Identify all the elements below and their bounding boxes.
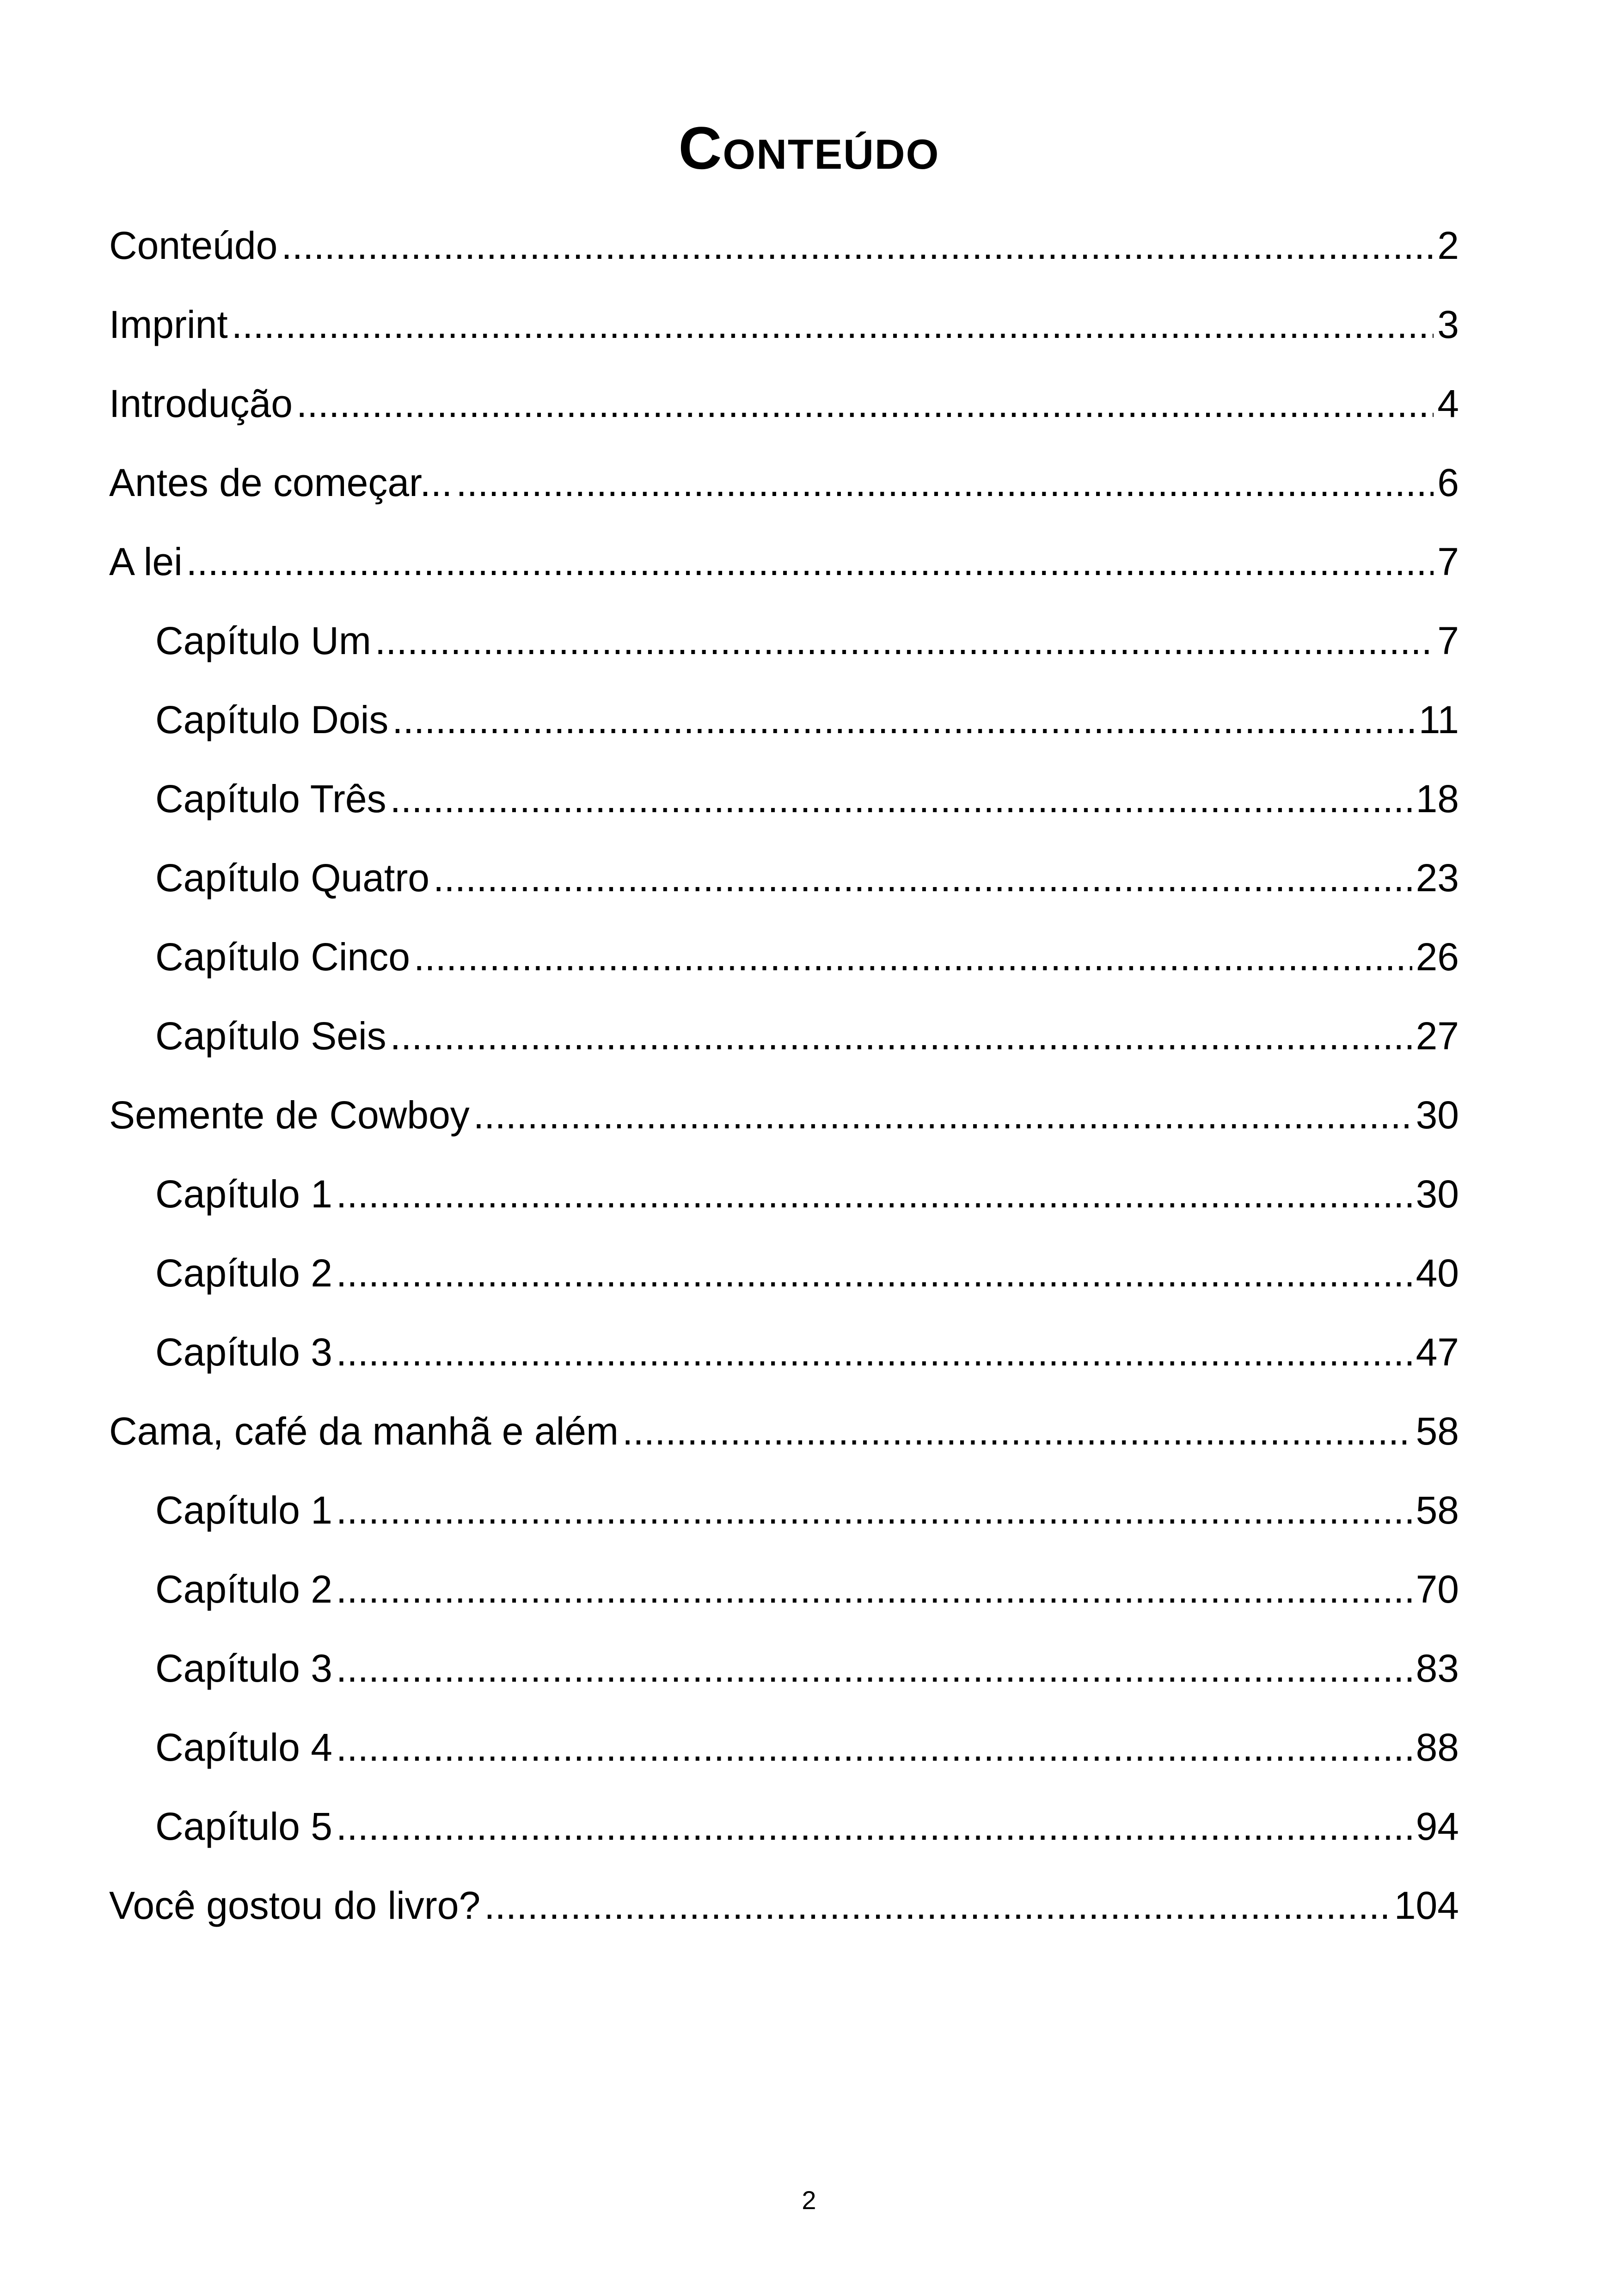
toc-entry-page: 40 [1416, 1251, 1459, 1295]
toc-dot-leader [336, 1787, 1412, 1866]
toc-entry-page: 27 [1416, 1014, 1459, 1058]
toc-entry[interactable] [109, 601, 1459, 680]
toc-entry-page: 70 [1416, 1567, 1459, 1611]
toc-entry[interactable] [109, 522, 1459, 601]
toc-entry-label: Capítulo Três [155, 777, 386, 820]
page-title: Conteúdo [678, 114, 940, 182]
toc-dot-leader [484, 1866, 1391, 1945]
toc-dot-leader [232, 285, 1434, 364]
toc-dot-leader [336, 1708, 1412, 1787]
toc-entry-page: 58 [1416, 1409, 1459, 1453]
toc-dot-leader [186, 522, 1434, 601]
toc-entry-page: 23 [1416, 856, 1459, 900]
toc-entry-label: Introdução [109, 382, 293, 425]
toc-entry[interactable] [109, 1313, 1459, 1392]
toc-entry-page: 11 [1418, 698, 1459, 741]
toc-dot-leader [433, 839, 1412, 918]
toc-entry-page: 30 [1416, 1093, 1459, 1137]
toc-dot-leader [281, 206, 1434, 285]
toc-dot-leader [336, 1471, 1412, 1550]
toc-entry-label: Capítulo 1 [155, 1488, 332, 1532]
toc-entry-label: Capítulo Seis [155, 1014, 386, 1058]
toc-entry[interactable] [109, 443, 1459, 522]
toc-dot-leader [336, 1155, 1412, 1234]
toc-dot-leader [456, 443, 1434, 522]
toc-entry[interactable] [109, 839, 1459, 918]
toc-entry-page: 3 [1437, 303, 1459, 346]
toc-entry-label: Cama, café da manhã e além [109, 1409, 619, 1453]
toc-entry-page: 58 [1416, 1488, 1459, 1532]
toc-entry-page: 83 [1416, 1647, 1459, 1690]
toc-dot-leader [622, 1392, 1412, 1471]
toc-entry[interactable] [109, 1471, 1459, 1550]
toc-dot-leader [336, 1234, 1412, 1313]
toc-entry-page: 4 [1437, 382, 1459, 425]
toc-entry[interactable] [109, 1155, 1459, 1234]
toc-entry-page: 2 [1437, 224, 1459, 267]
toc-entry[interactable] [109, 1550, 1459, 1629]
toc-dot-leader [336, 1313, 1412, 1392]
toc-entry-label: Capítulo 3 [155, 1330, 332, 1374]
toc-entry-page: 88 [1416, 1726, 1459, 1769]
toc-dot-leader [392, 680, 1415, 759]
toc-entry-label: Antes de começar... [109, 461, 453, 504]
toc-entry-label: Capítulo 4 [155, 1726, 332, 1769]
toc-entry-label: Capítulo Dois [155, 698, 389, 741]
toc-entry-page: 18 [1416, 777, 1459, 820]
toc-entry[interactable] [109, 206, 1459, 285]
toc-dot-leader [390, 997, 1412, 1076]
toc-entry-label: Imprint [109, 303, 228, 346]
toc-entry-label: Você gostou do livro? [109, 1884, 481, 1927]
toc-dot-leader [336, 1629, 1412, 1708]
toc-entry-label: Capítulo 5 [155, 1805, 332, 1848]
toc-entry[interactable] [109, 1234, 1459, 1313]
toc-entry-page: 30 [1416, 1172, 1459, 1216]
toc-entry-label: Capítulo Quatro [155, 856, 430, 900]
toc-entry-page: 94 [1416, 1805, 1459, 1848]
toc-entry-label: Capítulo Cinco [155, 935, 410, 979]
toc-entry[interactable] [109, 1866, 1459, 1945]
toc-entry-label: Semente de Cowboy [109, 1093, 470, 1137]
toc-entry-page: 26 [1416, 935, 1459, 979]
toc-entry-label: Capítulo Um [155, 619, 371, 662]
toc-entry[interactable] [109, 1392, 1459, 1471]
toc-entry[interactable] [109, 1076, 1459, 1155]
toc-dot-leader [375, 601, 1434, 680]
toc-entry[interactable] [109, 759, 1459, 839]
toc-entry[interactable] [109, 1629, 1459, 1708]
toc-entry-page: 7 [1437, 619, 1459, 662]
toc-entry-page: 47 [1416, 1330, 1459, 1374]
toc-dot-leader [336, 1550, 1412, 1629]
toc-entry-page: 104 [1394, 1884, 1459, 1927]
toc-entry[interactable] [109, 1708, 1459, 1787]
toc-dot-leader [473, 1076, 1412, 1155]
toc-dot-leader [390, 759, 1412, 839]
toc-entry[interactable] [109, 285, 1459, 364]
toc-entry-label: Capítulo 1 [155, 1172, 332, 1216]
page-number: 2 [802, 2186, 816, 2215]
toc-entry-page: 6 [1437, 461, 1459, 504]
toc-entry[interactable] [109, 997, 1459, 1076]
toc-entry[interactable] [109, 918, 1459, 997]
toc-entry-label: Capítulo 3 [155, 1647, 332, 1690]
toc-entry-label: Conteúdo [109, 224, 278, 267]
toc-dot-leader [414, 918, 1412, 997]
toc-entry-label: A lei [109, 540, 183, 583]
toc-entry-label: Capítulo 2 [155, 1251, 332, 1295]
toc-entry-label: Capítulo 2 [155, 1567, 332, 1611]
toc-entry[interactable] [109, 1787, 1459, 1866]
table-of-contents [109, 206, 1459, 1945]
toc-entry[interactable] [109, 680, 1459, 759]
toc-dot-leader [296, 364, 1434, 443]
toc-entry[interactable] [109, 364, 1459, 443]
toc-entry-page: 7 [1437, 540, 1459, 583]
